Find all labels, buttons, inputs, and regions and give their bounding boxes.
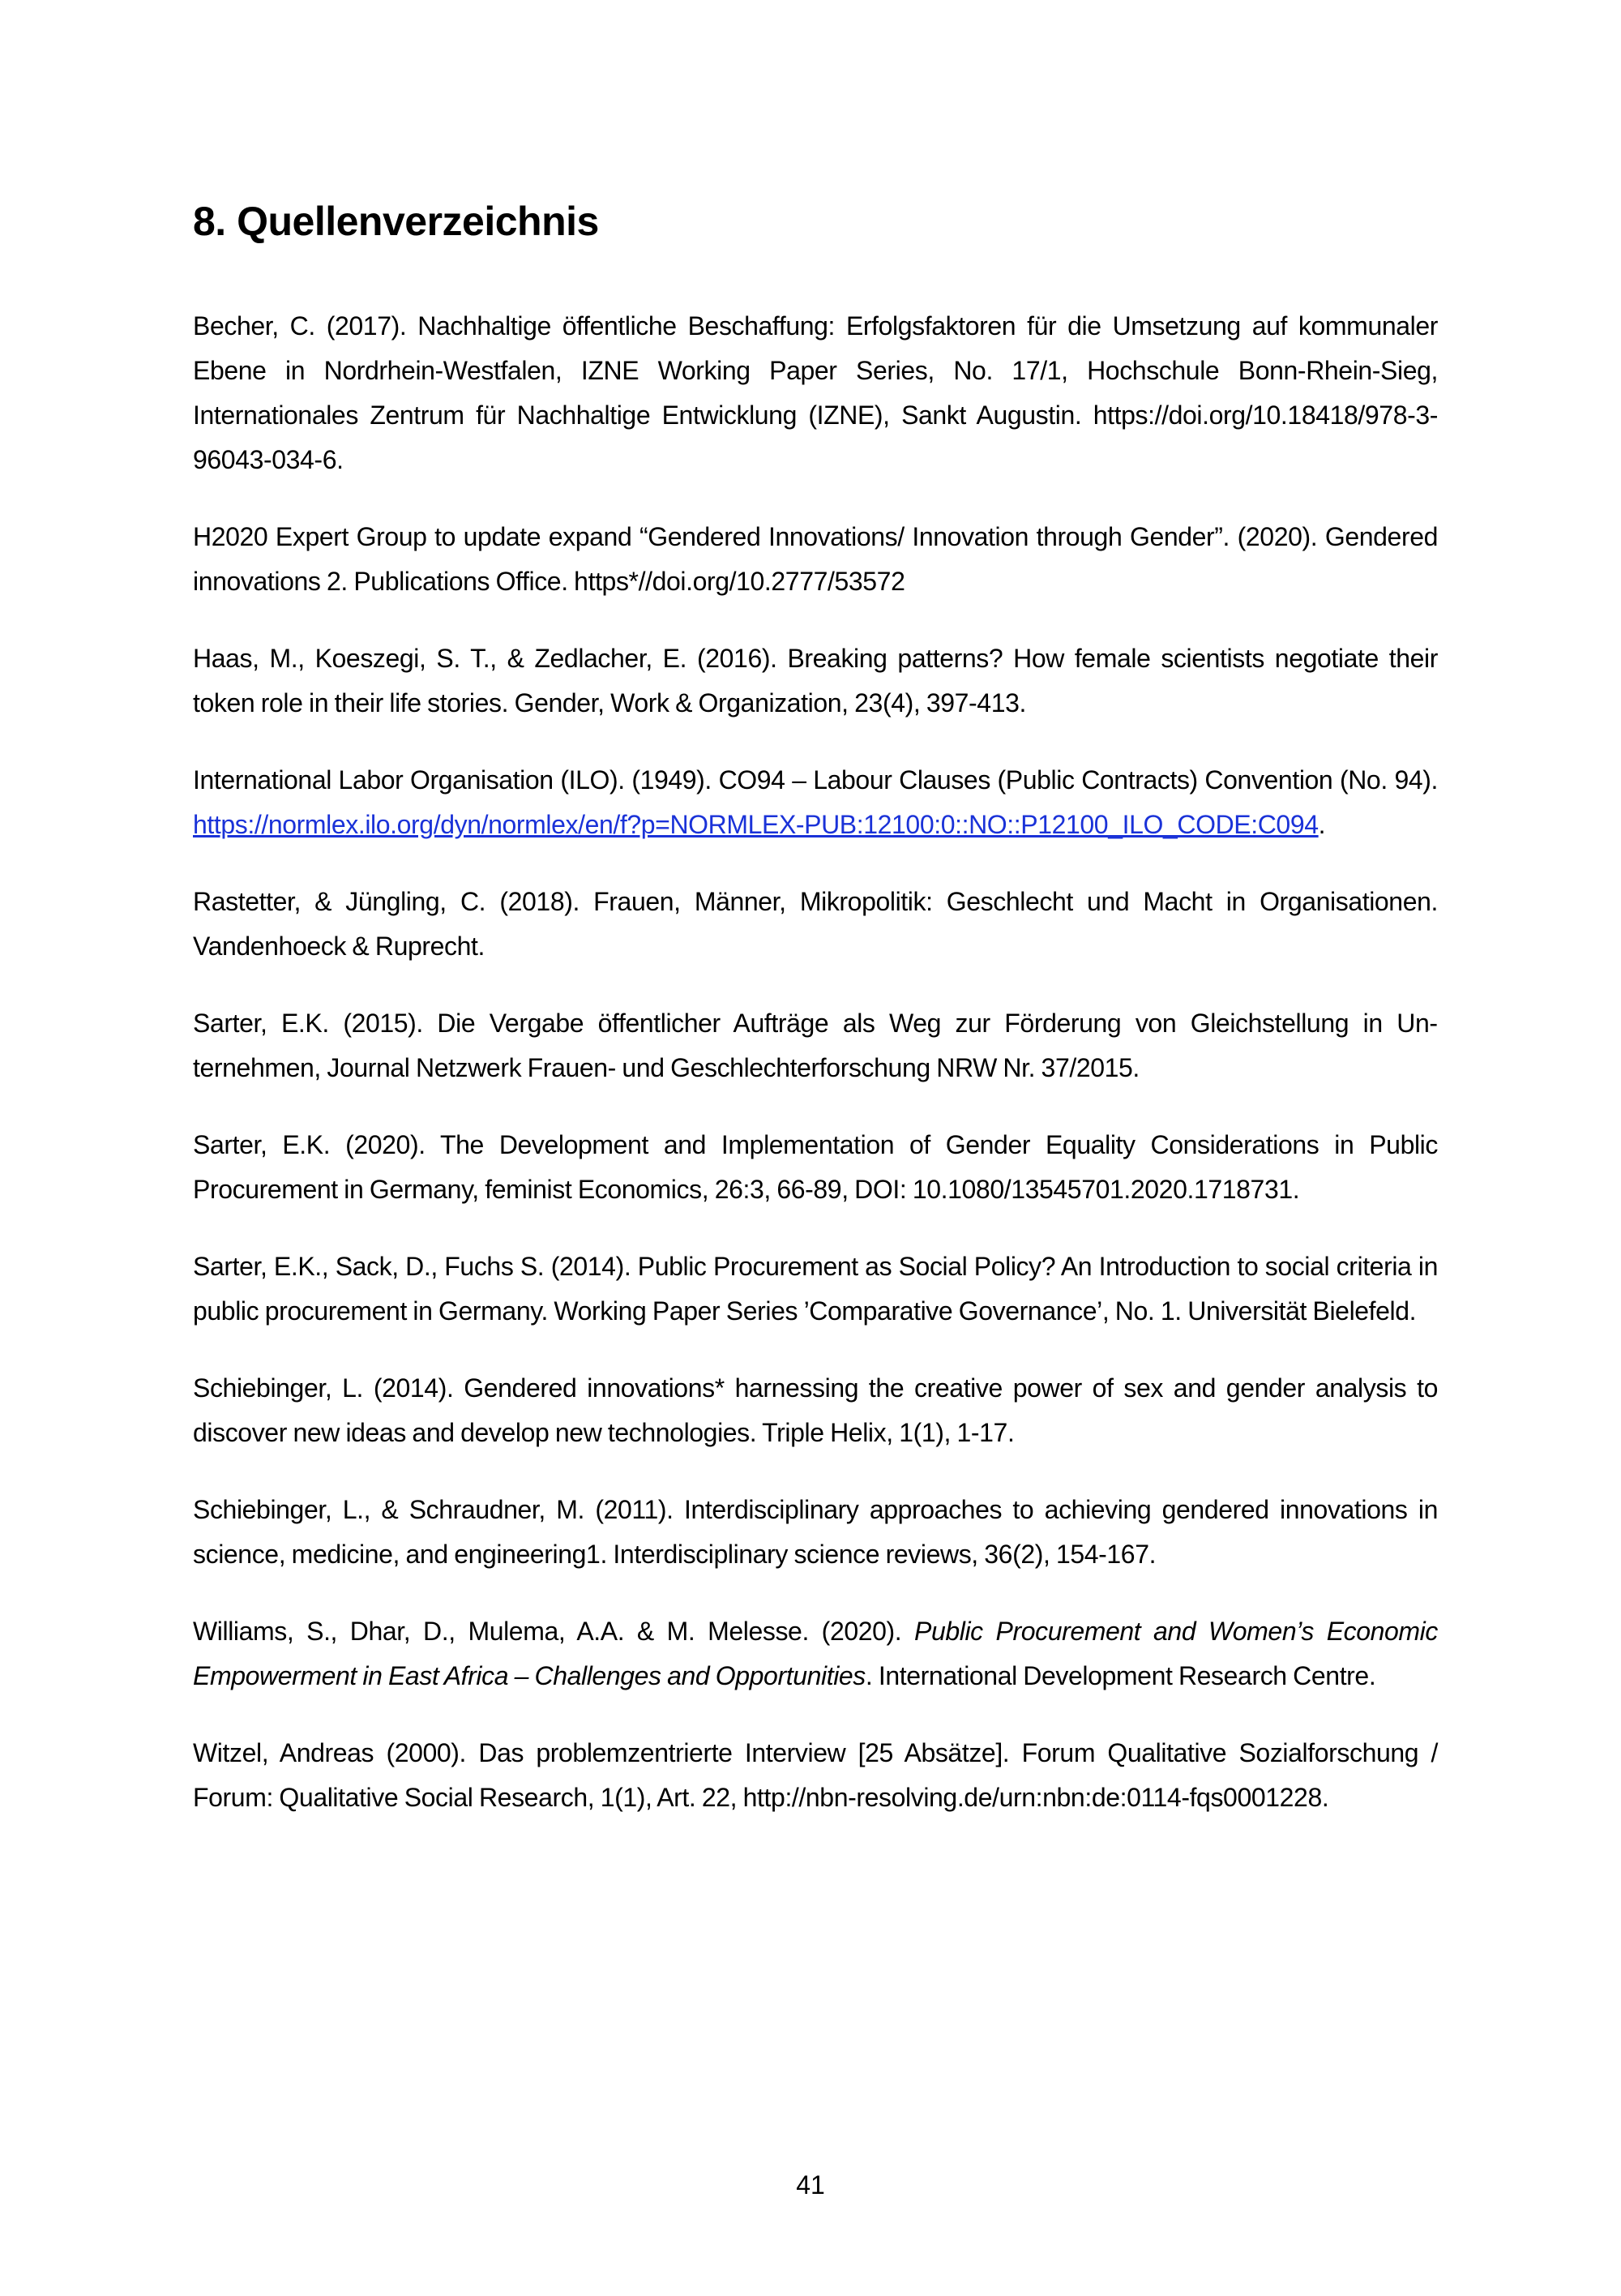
reference-ilo-1949 [193, 758, 1438, 847]
reference-sarter-2015 [193, 1001, 1438, 1090]
reference-rastetter-2018 [193, 880, 1438, 969]
reference-witzel-2000 [193, 1731, 1438, 1820]
normlex-link[interactable]: https://normlex.ilo.org/dyn/normlex/en/f?p=NORMLEX-PUB:12100:0::NO::P12100_ILO_CODE:C094 [193, 810, 1319, 839]
reference-text: Schiebinger, L. (2014). Gendered innovations* harnessing the creative power of sex and gender analysis to discover new ideas and develop new technologies. Triple Helix, 1(1), 1-17. [193, 1373, 1438, 1447]
reference-becher-2017 [193, 304, 1438, 482]
reference-text-end: . International Development Research Centre. [865, 1661, 1376, 1690]
reference-sarter-2014 [193, 1244, 1438, 1334]
page-number: 41 [796, 2170, 825, 2200]
reference-text: Haas, M., Koeszegi, S. T., & Zedlacher, E. (2016). Breaking patterns? How female scientists negotiate their token role in their life stories. Gender, Work & Organization, 23(4), 397-413. [193, 644, 1438, 718]
reference-haas-2016 [193, 636, 1438, 726]
reference-text: Witzel, Andreas (2000). Das problemzentrierte Interview [25 Absätze]. Forum Qualitative Sozialforschung / Forum: Qualitative Social Research, 1(1), Art. 22, http://nbn-resolving.de/urn:nbn:de:0114-fqs0001228. [193, 1738, 1438, 1812]
reference-list [193, 304, 1438, 1853]
reference-sarter-2020 [193, 1123, 1438, 1212]
reference-text: International Labor Organisation (ILO). (1949). CO94 – Labour Clauses (Public Contracts) Convention (No. 94). [193, 765, 1438, 795]
reference-text: Sarter, E.K. (2015). Die Vergabe öffentlicher Aufträge als Weg zur Förderung von Gleichstellung in Unternehmen, Journal Netzwerk Frauen- und Geschlechterforschung NRW Nr. 37/2015. [193, 1009, 1438, 1082]
reference-text: Schiebinger, L., & Schraudner, M. (2011). Interdisciplinary approaches to achieving gendered innovations in science, medicine, and engineering1. Interdisciplinary science reviews, 36(2), 154-167. [193, 1495, 1438, 1569]
reference-text: Becher, C. (2017). Nachhaltige öffentliche Beschaffung: Erfolgsfaktoren für die Umsetzung auf kommunaler Ebene in Nordrhein-Westfalen, IZNE Working Paper Series, No. 17/1, Hochschule Bonn-Rhein-Sieg, Internationales Zentrum für Nachhaltige Entwicklung (IZNE), Sankt Augustin. https://doi.org/10.18418/978-3-96043-034-6. [193, 311, 1438, 474]
reference-text: Rastetter, & Jüngling, C. (2018). Frauen, Männer, Mikropolitik: Geschlecht und Macht in Organisationen. Vandenhoeck & Ruprecht. [193, 887, 1438, 961]
reference-text: Williams, S., Dhar, D., Mulema, A.A. & M. Melesse. (2020). [193, 1617, 915, 1646]
reference-text: H2020 Expert Group to update expand “Gendered Innovations/ Innovation through Gender”. (2020). Gendered innovations 2. Publications Office. https*//doi.org/10.2777/53572 [193, 522, 1438, 596]
reference-h2020-2020 [193, 515, 1438, 604]
reference-williams-2020 [193, 1609, 1438, 1698]
section-heading: 8. Quellenverzeichnis [193, 199, 599, 244]
reference-text: Sarter, E.K., Sack, D., Fuchs S. (2014). Public Procurement as Social Policy? An Introduction to social criteria in public procurement in Germany. Working Paper Series ’Comparative Governance’, No. 1. Universität Bielefeld. [193, 1252, 1438, 1326]
reference-schiebinger-2014 [193, 1366, 1438, 1455]
reference-title-italic: Public Procurement and Women’s Economic Empowerment in East Africa – Challenges and Opportunities [193, 1617, 1438, 1690]
reference-text: Sarter, E.K. (2020). The Development and Implementation of Gender Equality Considerations in Public Procurement in Germany, feminist Economics, 26:3, 66-89, DOI: 10.1080/13545701.2020.1718731. [193, 1130, 1438, 1204]
reference-schiebinger-2011 [193, 1488, 1438, 1577]
reference-text-end: . [1318, 810, 1326, 839]
